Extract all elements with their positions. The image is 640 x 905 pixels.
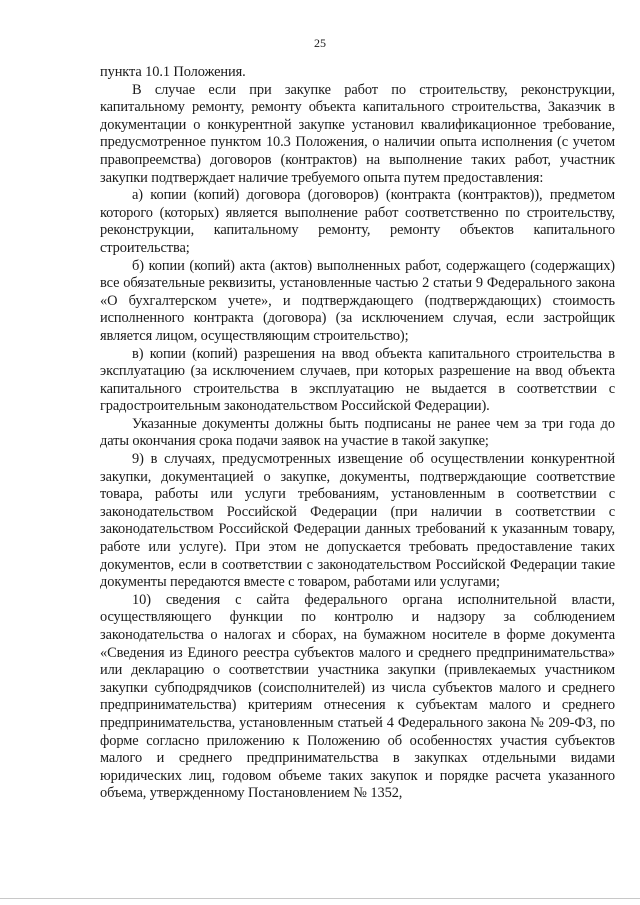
paragraph-item-9: 9) в случаях, предусмотренных извещение об осуществлении конкурентной закупки, документацией о закупке, документы, подтверждающие соответствие товара, работы или услуги требованиям, установленным в соответствии с законодательством Российской Федерации (при наличии в соответствии с законодательством Российской Федерации данных требований к указанным товару, работе или услуге). При этом не допускается требовать предоставление таких документов, если в соответствии с законодательством Российской Федерации такие документы передаются вместе с товаром, работами или услугами; <box>100 451 615 591</box>
paragraph-item-b: б) копии (копий) акта (актов) выполненных работ, содержащего (содержащих) все обязательные реквизиты, установленные частью 2 статьи 9 Федерального закона «О бухгалтерском учете», и подтверждающего (подтверждающих) стоимость исполненного контракта (договора) (за исключением случая, если застройщик является лицом, осуществляющим строительство); <box>100 257 615 344</box>
paragraph-item-10: 10) сведения с сайта федерального органа исполнительной власти, осуществляющего функции по контролю и надзору за соблюдением законодательства о налогах и сборах, на бумажном носителе в форме документа «Сведения из Единого реестра субъектов малого и среднего предпринимательства» или декларацию о соответствии участника закупки (привлекаемых участником закупки субподрядчиков (соисполнителей) из числа субъектов малого и среднего предпринимательства) критериям отнесения к субъектам малого и среднего предпринимательства, установленным статьей 4 Федерального закона № 209-ФЗ, по форме согласно приложению к Положению об особенностях участия субъектов малого и среднего предпринимательства в закупках отдельными видами юридических лиц, годовом объеме таких закупок и порядке расчета указанного объема, утвержденному Постановлением № 1352, <box>100 591 615 802</box>
paragraph-item-a: а) копии (копий) договора (договоров) (контракта (контрактов)), предметом которого (которых) является выполнение работ соответственно по строительству, реконструкции, капитальному ремонту, ремонту объектов капитального строительства; <box>100 187 615 256</box>
paragraph-construction-experience: В случае если при закупке работ по строительству, реконструкции, капитальному ремонту, ремонту объекта капитального строительства, Заказчик в документации о конкурентной закупке установил квалификационное требование, предусмотренное пунктом 10.3 Положения, о наличии опыта исполнения (с учетом правопреемства) договоров (контрактов) на выполнение таких работ, участник закупки подтверждает наличие требуемого опыта путем предоставления: <box>100 81 615 186</box>
paragraph-signing-term: Указанные документы должны быть подписаны не ранее чем за три года до даты окончания срока подачи заявок на участие в такой закупке; <box>100 415 615 450</box>
paragraph-continuation: пункта 10.1 Положения. <box>100 64 246 80</box>
page-bottom-edge <box>0 898 640 899</box>
page-number: 25 <box>314 36 326 50</box>
paragraph-item-v: в) копии (копий) разрешения на ввод объекта капитального строительства в эксплуатацию (за исключением случаев, при которых разрешение на ввод объекта капитального строительства в эксплуатацию не выдается в соответствии с градостроительным законодательством Российской Федерации). <box>100 345 615 415</box>
document-body <box>100 64 615 803</box>
